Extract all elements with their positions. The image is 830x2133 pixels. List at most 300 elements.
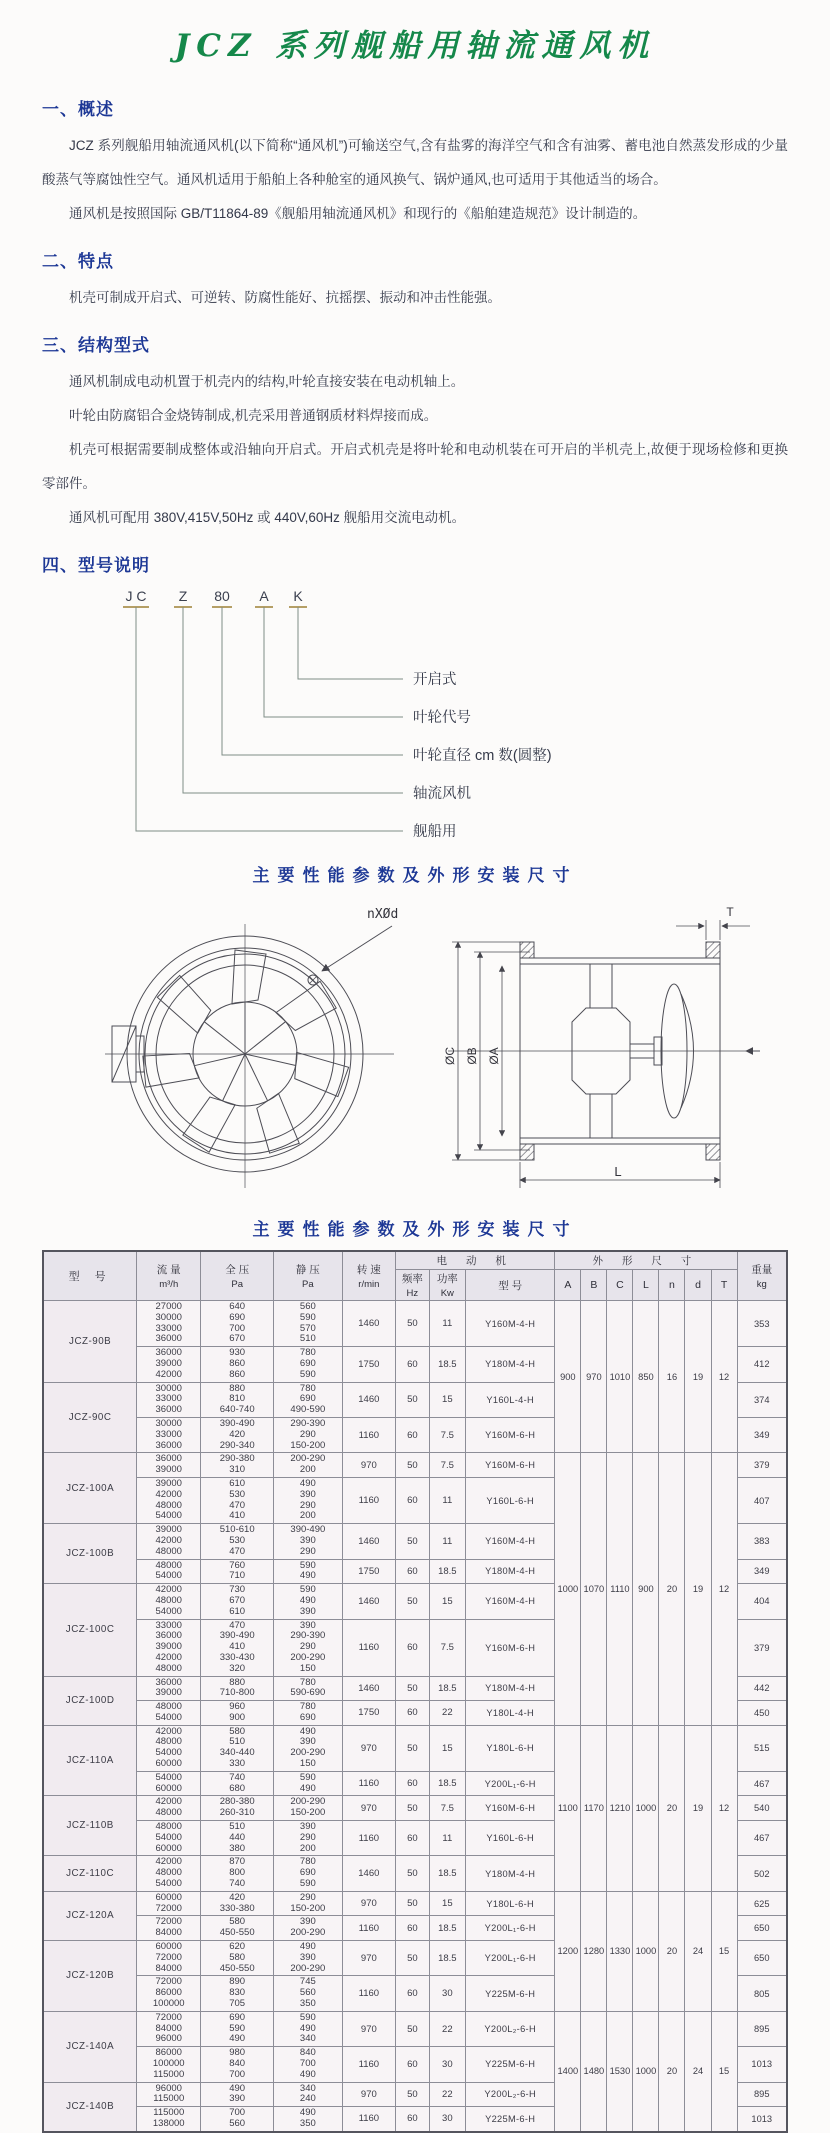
section-3-paragraph: 机壳可根据需要制成整体或沿轴向开启式。开启式机壳是将叶轮和电动机装在可开启的半机壳上,故便于现场检修和更换零部件。	[42, 442, 788, 491]
speed-value: 1160	[342, 1821, 396, 1856]
total-pressure-values: 610 530 470 410	[201, 1477, 274, 1523]
col-header-dim-d: d	[685, 1270, 711, 1301]
dim-value-t: 12	[711, 1301, 737, 1453]
col-header-model: 型 号	[43, 1251, 137, 1301]
dim-value-n: 20	[659, 1453, 685, 1725]
model-name: JCZ-110B	[43, 1796, 137, 1856]
power-value: 18.5	[429, 1941, 465, 1976]
static-pressure-values: 290-390 290 150-200	[274, 1417, 342, 1452]
speed-value: 1160	[342, 1417, 396, 1452]
weight-value: 404	[737, 1584, 787, 1619]
speed-value: 1460	[342, 1382, 396, 1417]
frequency-value: 60	[396, 2107, 429, 2132]
motor-model-value: Y160L-4-H	[466, 1382, 555, 1417]
power-value: 18.5	[429, 1771, 465, 1796]
weight-value: 650	[737, 1941, 787, 1976]
weight-value: 383	[737, 1524, 787, 1559]
motor-model-value: Y180L-6-H	[466, 1891, 555, 1916]
frequency-value: 60	[396, 1916, 429, 1941]
frequency-value: 50	[396, 1453, 429, 1478]
power-value: 18.5	[429, 1559, 465, 1584]
col-header-dim-n: n	[659, 1270, 685, 1301]
total-pressure-values: 580 510 340-440 330	[201, 1725, 274, 1771]
flow-values: 36000 39000	[137, 1676, 201, 1701]
bolt-hole-callout	[308, 926, 392, 985]
section-3-paragraph: 叶轮由防腐铝合金烧铸制成,机壳采用普通钢质材料焊接而成。	[69, 408, 438, 423]
total-pressure-values: 700 560	[201, 2107, 274, 2132]
spec-row	[43, 2011, 787, 2046]
total-pressure-values: 740 680	[201, 1771, 274, 1796]
total-pressure-values: 280-380 260-310	[201, 1796, 274, 1821]
spec-row	[43, 1453, 787, 1478]
weight-value: 374	[737, 1382, 787, 1417]
weight-value: 895	[737, 2011, 787, 2046]
weight-value: 1013	[737, 2107, 787, 2132]
fan-front-view	[105, 924, 394, 1188]
col-header-weight: 重量 kg	[737, 1251, 787, 1301]
model-name: JCZ-100A	[43, 1453, 137, 1524]
power-value: 7.5	[429, 1417, 465, 1452]
power-value: 11	[429, 1301, 465, 1347]
dim-value-b: 1480	[581, 2011, 607, 2131]
dim-value-b: 1070	[581, 1453, 607, 1725]
flow-values: 42000 48000 54000	[137, 1584, 201, 1619]
static-pressure-values: 390 290 200	[274, 1821, 342, 1856]
static-pressure-values: 590 490 390	[274, 1584, 342, 1619]
flow-values: 36000 39000	[137, 1453, 201, 1478]
static-pressure-values: 200-290 200	[274, 1453, 342, 1478]
speed-value: 970	[342, 1891, 396, 1916]
total-pressure-values: 760 710	[201, 1559, 274, 1584]
section-1-paragraph: JCZ 系列舰船用轴流通风机(以下简称“通风机”)可输送空气,含有盐雾的海洋空气和含有油雾、蓄电池自然蒸发形成的少量酸蒸气等腐蚀性空气。通风机适用于船舶上各种舱室的通风换气、锅炉通风,也可适用于其他适当的场合。	[42, 138, 788, 187]
performance-heading-table: 主要性能参数及外形安装尺寸	[252, 1220, 578, 1239]
dim-value-c: 1110	[607, 1453, 633, 1725]
flow-values: 86000 100000 115000	[137, 2047, 201, 2082]
static-pressure-values: 290 150-200	[274, 1891, 342, 1916]
static-pressure-values: 490 350	[274, 2107, 342, 2132]
static-pressure-values: 590 490 340	[274, 2011, 342, 2046]
power-value: 7.5	[429, 1619, 465, 1676]
dim-value-a: 1000	[555, 1453, 581, 1725]
frequency-value: 50	[396, 1941, 429, 1976]
col-header-power: 功率 Kw	[429, 1270, 465, 1301]
dim-value-n: 20	[659, 1725, 685, 1891]
dim-value-l: 900	[633, 1453, 659, 1725]
dim-value-d: 24	[685, 2011, 711, 2131]
model-name: JCZ-120B	[43, 1941, 137, 2012]
motor-model-value: Y160M-6-H	[466, 1796, 555, 1821]
total-pressure-values: 470 390-490 410 330-430 320	[201, 1619, 274, 1676]
power-value: 15	[429, 1584, 465, 1619]
weight-value: 650	[737, 1916, 787, 1941]
dim-value-b: 1280	[581, 1891, 607, 2011]
total-pressure-values: 930 860 860	[201, 1347, 274, 1382]
col-header-flow: 流 量 m³/h	[137, 1251, 201, 1301]
total-pressure-values: 690 590 490	[201, 2011, 274, 2046]
motor-model-value: Y160M-4-H	[466, 1584, 555, 1619]
speed-value: 1160	[342, 1619, 396, 1676]
weight-value: 895	[737, 2082, 787, 2107]
flow-values: 39000 42000 48000	[137, 1524, 201, 1559]
speed-value: 1750	[342, 1701, 396, 1726]
frequency-value: 60	[396, 1417, 429, 1452]
code-label-axial-fan: 轴流风机	[413, 786, 471, 802]
power-value: 18.5	[429, 1916, 465, 1941]
speed-value: 1460	[342, 1524, 396, 1559]
static-pressure-values: 840 700 490	[274, 2047, 342, 2082]
power-value: 22	[429, 1701, 465, 1726]
frequency-value: 50	[396, 1725, 429, 1771]
total-pressure-values: 490 390	[201, 2082, 274, 2107]
frequency-value: 60	[396, 1477, 429, 1523]
fan-technical-drawing	[60, 896, 770, 1201]
dim-label-t: T	[726, 905, 734, 919]
spec-row	[43, 1301, 787, 1347]
weight-value: 349	[737, 1417, 787, 1452]
motor-model-value: Y225M-6-H	[466, 1976, 555, 2011]
col-header-dim-b: B	[581, 1270, 607, 1301]
speed-value: 970	[342, 1725, 396, 1771]
total-pressure-values: 880 710-800	[201, 1676, 274, 1701]
col-header-motor-model: 型 号	[466, 1270, 555, 1301]
spec-row	[43, 1725, 787, 1771]
static-pressure-values: 490 390 200-290 150	[274, 1725, 342, 1771]
motor-model-value: Y225M-6-H	[466, 2107, 555, 2132]
weight-value: 353	[737, 1301, 787, 1347]
static-pressure-values: 780 690 590	[274, 1347, 342, 1382]
frequency-value: 50	[396, 2011, 429, 2046]
code-segment-80: 80	[214, 588, 230, 604]
flow-values: 96000 115000	[137, 2082, 201, 2107]
col-group-dimensions: 外 形 尺 寸	[555, 1251, 737, 1270]
total-pressure-values: 390-490 420 290-340	[201, 1417, 274, 1452]
static-pressure-values: 490 390 200-290	[274, 1941, 342, 1976]
flow-values: 30000 33000 36000	[137, 1382, 201, 1417]
section-2-heading: 二、特点	[42, 252, 114, 271]
col-group-motor: 电 动 机	[396, 1251, 555, 1270]
speed-value: 970	[342, 2082, 396, 2107]
motor-model-value: Y180L-4-H	[466, 1701, 555, 1726]
speed-value: 1460	[342, 1856, 396, 1891]
dim-value-t: 12	[711, 1725, 737, 1891]
section-4-heading: 四、型号说明	[42, 556, 150, 575]
dim-value-n: 20	[659, 1891, 685, 2011]
col-header-frequency: 频率 Hz	[396, 1270, 429, 1301]
dim-value-d: 19	[685, 1725, 711, 1891]
static-pressure-values: 780 690	[274, 1701, 342, 1726]
weight-value: 467	[737, 1821, 787, 1856]
code-segment-k: K	[293, 588, 303, 604]
static-pressure-values: 390-490 390 290	[274, 1524, 342, 1559]
code-segment-jc: J C	[125, 588, 147, 604]
flow-values: 42000 48000 54000 60000	[137, 1725, 201, 1771]
dim-label-b: ØB	[465, 1047, 479, 1065]
motor-model-value: Y180M-4-H	[466, 1347, 555, 1382]
total-pressure-values: 870 800 740	[201, 1856, 274, 1891]
weight-value: 349	[737, 1559, 787, 1584]
dim-value-d: 24	[685, 1891, 711, 2011]
motor-model-value: Y180M-4-H	[466, 1559, 555, 1584]
static-pressure-values: 490 390 290 200	[274, 1477, 342, 1523]
speed-value: 1160	[342, 1916, 396, 1941]
total-pressure-values: 510 440 380	[201, 1821, 274, 1856]
power-value: 18.5	[429, 1347, 465, 1382]
speed-value: 1460	[342, 1301, 396, 1347]
dim-value-l: 850	[633, 1301, 659, 1453]
power-value: 11	[429, 1524, 465, 1559]
weight-value: 1013	[737, 2047, 787, 2082]
weight-value: 412	[737, 1347, 787, 1382]
dim-value-l: 1000	[633, 1891, 659, 2011]
weight-value: 379	[737, 1453, 787, 1478]
flow-values: 42000 48000	[137, 1796, 201, 1821]
speed-value: 970	[342, 1941, 396, 1976]
frequency-value: 60	[396, 1619, 429, 1676]
motor-model-value: Y160M-4-H	[466, 1524, 555, 1559]
dim-value-t: 15	[711, 1891, 737, 2011]
total-pressure-values: 640 690 700 670	[201, 1301, 274, 1347]
frequency-value: 50	[396, 1856, 429, 1891]
col-header-speed: 转 速 r/min	[342, 1251, 396, 1301]
model-name: JCZ-100B	[43, 1524, 137, 1584]
speed-value: 970	[342, 1453, 396, 1478]
speed-value: 1160	[342, 2047, 396, 2082]
motor-model-value: Y180M-4-H	[466, 1676, 555, 1701]
model-name: JCZ-90C	[43, 1382, 137, 1453]
flow-values: 27000 30000 33000 36000	[137, 1301, 201, 1347]
dim-value-l: 1000	[633, 2011, 659, 2131]
speed-value: 1160	[342, 1771, 396, 1796]
motor-model-value: Y160M-6-H	[466, 1417, 555, 1452]
speed-value: 1160	[342, 1976, 396, 2011]
dim-value-c: 1330	[607, 1891, 633, 2011]
dim-value-l: 1000	[633, 1725, 659, 1891]
dim-label-a: ØA	[487, 1047, 501, 1065]
performance-table	[42, 1250, 788, 2133]
frequency-value: 60	[396, 1976, 429, 2011]
frequency-value: 50	[396, 1676, 429, 1701]
motor-model-value: Y225M-6-H	[466, 2047, 555, 2082]
flow-values: 72000 86000 100000	[137, 1976, 201, 2011]
table-header	[43, 1251, 787, 1301]
total-pressure-values: 960 900	[201, 1701, 274, 1726]
power-value: 11	[429, 1821, 465, 1856]
dim-value-t: 12	[711, 1453, 737, 1725]
power-value: 15	[429, 1891, 465, 1916]
code-label-impeller-code: 叶轮代号	[413, 710, 471, 726]
weight-value: 407	[737, 1477, 787, 1523]
page-title: JCZ 系列舰船用轴流通风机	[174, 28, 656, 64]
dim-value-n: 20	[659, 2011, 685, 2131]
weight-value: 502	[737, 1856, 787, 1891]
section-1-heading: 一、概述	[42, 100, 114, 119]
motor-model-value: Y200L₂-6-H	[466, 2082, 555, 2107]
static-pressure-values: 780 690 590	[274, 1856, 342, 1891]
total-pressure-values: 620 580 450-550	[201, 1941, 274, 1976]
dim-label-c: ØC	[443, 1047, 457, 1065]
speed-value: 970	[342, 2011, 396, 2046]
dim-value-c: 1010	[607, 1301, 633, 1453]
static-pressure-values: 560 590 570 510	[274, 1301, 342, 1347]
weight-value: 540	[737, 1796, 787, 1821]
dim-value-b: 970	[581, 1301, 607, 1453]
motor-model-value: Y160L-6-H	[466, 1821, 555, 1856]
model-name: JCZ-140A	[43, 2011, 137, 2082]
code-leader-lines	[136, 607, 403, 831]
total-pressure-values: 730 670 610	[201, 1584, 274, 1619]
flow-values: 115000 138000	[137, 2107, 201, 2132]
col-header-total-pressure: 全 压 Pa	[201, 1251, 274, 1301]
power-value: 7.5	[429, 1453, 465, 1478]
flow-values: 60000 72000	[137, 1891, 201, 1916]
power-value: 11	[429, 1477, 465, 1523]
model-name: JCZ-100C	[43, 1584, 137, 1676]
frequency-value: 60	[396, 2047, 429, 2082]
speed-value: 1750	[342, 1347, 396, 1382]
model-name: JCZ-110C	[43, 1856, 137, 1891]
dim-value-d: 19	[685, 1453, 711, 1725]
flow-values: 48000 54000	[137, 1701, 201, 1726]
power-value: 15	[429, 1382, 465, 1417]
total-pressure-values: 580 450-550	[201, 1916, 274, 1941]
flow-values: 54000 60000	[137, 1771, 201, 1796]
flow-values: 39000 42000 48000 54000	[137, 1477, 201, 1523]
flow-values: 72000 84000	[137, 1916, 201, 1941]
dim-value-t: 15	[711, 2011, 737, 2131]
dim-value-a: 900	[555, 1301, 581, 1453]
performance-heading-top: 主要性能参数及外形安装尺寸	[252, 866, 578, 885]
flow-values: 30000 33000 36000	[137, 1417, 201, 1452]
static-pressure-values: 390 200-290	[274, 1916, 342, 1941]
static-pressure-values: 590 490	[274, 1559, 342, 1584]
total-pressure-values: 290-380 310	[201, 1453, 274, 1478]
weight-value: 467	[737, 1771, 787, 1796]
dim-value-n: 16	[659, 1301, 685, 1453]
static-pressure-values: 780 690 490-590	[274, 1382, 342, 1417]
speed-value: 1460	[342, 1676, 396, 1701]
dim-label-l: L	[614, 1164, 622, 1179]
dim-value-b: 1170	[581, 1725, 607, 1891]
static-pressure-values: 590 490	[274, 1771, 342, 1796]
total-pressure-values: 510-610 530 470	[201, 1524, 274, 1559]
speed-value: 1160	[342, 1477, 396, 1523]
total-pressure-values: 890 830 705	[201, 1976, 274, 2011]
frequency-value: 50	[396, 1382, 429, 1417]
motor-model-value: Y160M-6-H	[466, 1619, 555, 1676]
motor-model-value: Y200L₁-6-H	[466, 1771, 555, 1796]
code-label-open-type: 开启式	[413, 672, 457, 688]
total-pressure-values: 980 840 700	[201, 2047, 274, 2082]
motor-model-value: Y200L₁-6-H	[466, 1916, 555, 1941]
flow-values: 48000 54000	[137, 1559, 201, 1584]
power-value: 7.5	[429, 1796, 465, 1821]
frequency-value: 60	[396, 1559, 429, 1584]
motor-model-value: Y180M-4-H	[466, 1856, 555, 1891]
dim-value-a: 1100	[555, 1725, 581, 1891]
col-header-dim-c: C	[607, 1270, 633, 1301]
dim-value-d: 19	[685, 1301, 711, 1453]
code-label-impeller-diameter: 叶轮直径 cm 数(圆整)	[413, 748, 552, 764]
code-segment-a: A	[259, 588, 269, 604]
motor-model-value: Y160L-6-H	[466, 1477, 555, 1523]
section-1-paragraph: 通风机是按照国际 GB/T11864-89《舰船用轴流通风机》和现行的《船舶建造规范》设计制造的。	[69, 206, 647, 221]
frequency-value: 50	[396, 1301, 429, 1347]
static-pressure-values: 780 590-690	[274, 1676, 342, 1701]
power-value: 18.5	[429, 1676, 465, 1701]
model-name: JCZ-100D	[43, 1676, 137, 1725]
col-header-dim-l: L	[633, 1270, 659, 1301]
frequency-value: 50	[396, 1796, 429, 1821]
model-name: JCZ-90B	[43, 1301, 137, 1383]
power-value: 22	[429, 2011, 465, 2046]
model-name: JCZ-120A	[43, 1891, 137, 1940]
static-pressure-values: 340 240	[274, 2082, 342, 2107]
power-value: 22	[429, 2082, 465, 2107]
model-name: JCZ-110A	[43, 1725, 137, 1796]
flow-values: 48000 54000 60000	[137, 1821, 201, 1856]
section-3-paragraph: 通风机制成电动机置于机壳内的结构,叶轮直接安装在电动机轴上。	[69, 374, 465, 389]
power-value: 30	[429, 1976, 465, 2011]
flow-values: 72000 84000 96000	[137, 2011, 201, 2046]
speed-value: 1160	[342, 2107, 396, 2132]
flow-values: 60000 72000 84000	[137, 1941, 201, 1976]
weight-value: 515	[737, 1725, 787, 1771]
dim-value-a: 1200	[555, 1891, 581, 2011]
dim-value-c: 1210	[607, 1725, 633, 1891]
flow-values: 42000 48000 54000	[137, 1856, 201, 1891]
bolt-pattern-label: nXØd	[367, 907, 399, 922]
dim-value-a: 1400	[555, 2011, 581, 2131]
speed-value: 1460	[342, 1584, 396, 1619]
flow-values: 33000 36000 39000 42000 48000	[137, 1619, 201, 1676]
power-value: 30	[429, 2047, 465, 2082]
motor-model-value: Y160M-4-H	[466, 1301, 555, 1347]
motor-model-value: Y200L₂-6-H	[466, 2011, 555, 2046]
motor-model-value: Y180L-6-H	[466, 1725, 555, 1771]
motor-model-value: Y200L₁-6-H	[466, 1941, 555, 1976]
weight-value: 805	[737, 1976, 787, 2011]
frequency-value: 50	[396, 1891, 429, 1916]
motor-model-value: Y160M-6-H	[466, 1453, 555, 1478]
power-value: 15	[429, 1725, 465, 1771]
frequency-value: 50	[396, 1584, 429, 1619]
speed-value: 970	[342, 1796, 396, 1821]
weight-value: 379	[737, 1619, 787, 1676]
static-pressure-values: 745 560 350	[274, 1976, 342, 2011]
section-2-paragraph: 机壳可制成开启式、可逆转、防腐性能好、抗摇摆、振动和冲击性能强。	[69, 290, 501, 305]
perf-table-body	[43, 1301, 787, 2132]
static-pressure-values: 200-290 150-200	[274, 1796, 342, 1821]
weight-value: 442	[737, 1676, 787, 1701]
flow-values: 36000 39000 42000	[137, 1347, 201, 1382]
power-value: 30	[429, 2107, 465, 2132]
code-segment-z: Z	[178, 588, 188, 604]
code-label-marine-use: 舰船用	[413, 824, 457, 840]
power-value: 18.5	[429, 1856, 465, 1891]
frequency-value: 60	[396, 1821, 429, 1856]
section-3-paragraph: 通风机可配用 380V,415V,50Hz 或 440V,60Hz 舰船用交流电动机。	[69, 510, 466, 525]
speed-value: 1750	[342, 1559, 396, 1584]
model-code-diagram	[68, 585, 708, 847]
dim-value-c: 1530	[607, 2011, 633, 2131]
frequency-value: 60	[396, 1771, 429, 1796]
spec-row	[43, 1891, 787, 1916]
weight-value: 625	[737, 1891, 787, 1916]
static-pressure-values: 390 290-390 290 200-290 150	[274, 1619, 342, 1676]
col-header-static-pressure: 静 压 Pa	[274, 1251, 342, 1301]
total-pressure-values: 420 330-380	[201, 1891, 274, 1916]
total-pressure-values: 880 810 640-740	[201, 1382, 274, 1417]
